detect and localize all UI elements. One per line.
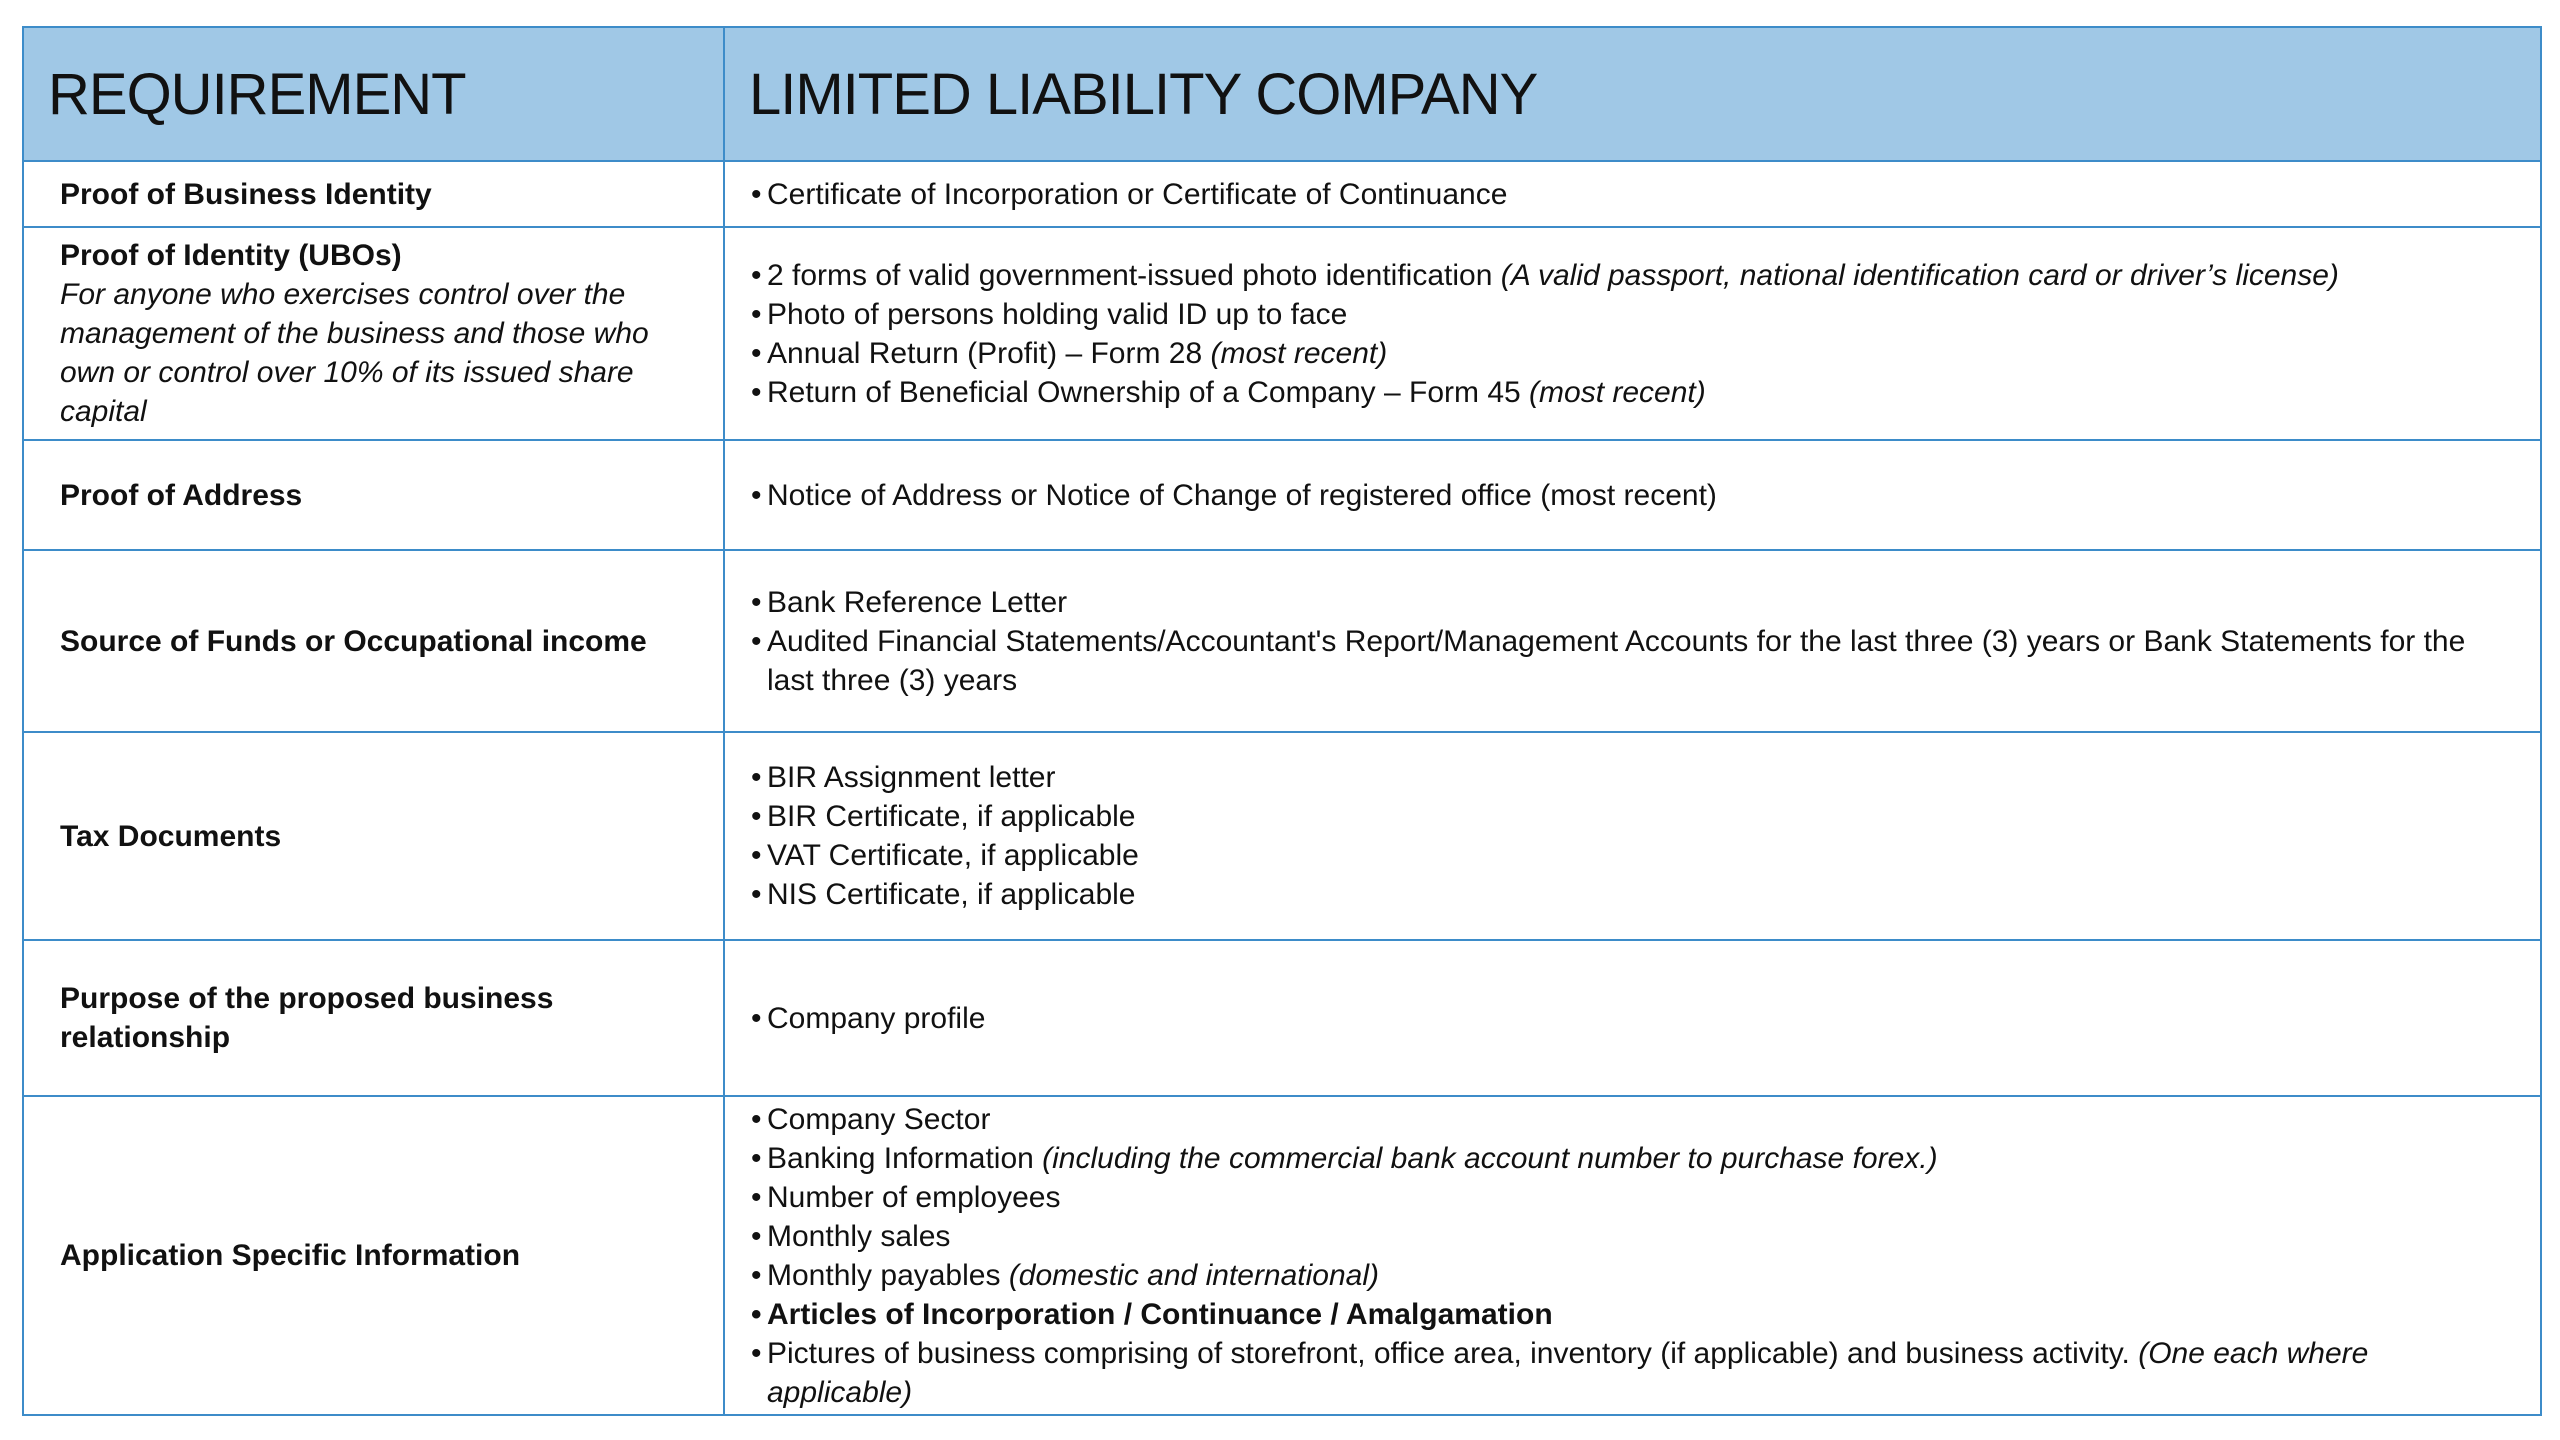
table-header-row xyxy=(23,27,2541,161)
list-item xyxy=(751,1256,2514,1295)
list-item xyxy=(751,373,2514,412)
document-list xyxy=(751,175,2514,214)
list-item xyxy=(751,875,2514,914)
document-list xyxy=(751,999,2514,1038)
item-text: VAT Certificate, if applicable xyxy=(767,839,1139,872)
requirement-cell xyxy=(23,161,724,227)
document-list xyxy=(751,476,2514,515)
document-list xyxy=(751,1100,2514,1412)
item-text: Number of employees xyxy=(767,1180,1061,1214)
documents-cell xyxy=(724,227,2541,440)
item-text: Audited Financial Statements/Accountant's Report/Management Accounts for the last three (3) years or Bank Statements for the last three (3) years xyxy=(767,624,2466,697)
item-text: BIR Certificate, if applicable xyxy=(767,800,1136,833)
list-item xyxy=(751,1139,2514,1178)
item-note: (including the commercial bank account number to purchase forex.) xyxy=(1042,1141,1938,1175)
requirement-cell xyxy=(23,940,724,1096)
table-row xyxy=(23,227,2541,440)
item-note: (most recent) xyxy=(1529,375,1706,409)
item-note: (One each where applicable) xyxy=(767,1336,2369,1409)
item-text: Bank Reference Letter xyxy=(767,585,1068,619)
requirement-title: Application Specific Information xyxy=(60,1239,521,1272)
list-item xyxy=(751,1100,2514,1139)
list-item xyxy=(751,1178,2514,1217)
item-text: BIR Assignment letter xyxy=(767,761,1056,794)
list-item xyxy=(751,175,2514,214)
list-item xyxy=(751,583,2514,622)
requirement-title: Proof of Address xyxy=(60,478,303,512)
requirement-cell xyxy=(23,1096,724,1415)
requirement-note: For anyone who exercises control over the management of the business and those who own or control over 10% of its issued share capital xyxy=(60,278,649,428)
requirement-cell xyxy=(23,440,724,550)
documents-cell xyxy=(724,1096,2541,1415)
header-requirement: REQUIREMENT xyxy=(23,27,724,161)
requirement-cell xyxy=(23,732,724,940)
table-row xyxy=(23,161,2541,227)
documents-cell xyxy=(724,732,2541,940)
item-text: Annual Return (Profit) – Form 28 xyxy=(767,336,1211,370)
item-text: Notice of Address or Notice of Change of registered office (most recent) xyxy=(767,478,1717,512)
item-text: Pictures of business comprising of storefront, office area, inventory (if applicable) and business activity. xyxy=(767,1336,2139,1370)
table-row xyxy=(23,732,2541,940)
header-limited-liability-company: LIMITED LIABILITY COMPANY xyxy=(724,27,2541,161)
requirement-title: Source of Funds or Occupational income xyxy=(60,624,647,658)
list-item xyxy=(751,295,2514,334)
list-item xyxy=(751,622,2514,700)
document-list xyxy=(751,583,2514,700)
documents-cell xyxy=(724,161,2541,227)
item-text: Certificate of Incorporation or Certificate of Continuance xyxy=(767,177,1508,211)
item-text: Monthly sales xyxy=(767,1219,951,1253)
documents-cell xyxy=(724,940,2541,1096)
item-text: 2 forms of valid government-issued photo identification xyxy=(767,258,1501,292)
requirement-title: Tax Documents xyxy=(60,819,282,853)
list-item xyxy=(751,1334,2514,1412)
requirement-cell xyxy=(23,227,724,440)
table-row xyxy=(23,1096,2541,1415)
requirement-title: Purpose of the proposed business relationship xyxy=(60,982,554,1054)
documents-cell xyxy=(724,440,2541,550)
list-item xyxy=(751,256,2514,295)
list-item xyxy=(751,836,2514,875)
item-text: Return of Beneficial Ownership of a Company – Form 45 xyxy=(767,375,1530,409)
requirement-title: Proof of Business Identity xyxy=(60,177,432,211)
list-item xyxy=(751,1295,2514,1334)
table-row xyxy=(23,550,2541,732)
table-row xyxy=(23,940,2541,1096)
list-item xyxy=(751,758,2514,797)
item-text: Photo of persons holding valid ID up to face xyxy=(767,297,1348,331)
requirements-table xyxy=(22,26,2542,1416)
list-item xyxy=(751,999,2514,1038)
list-item xyxy=(751,1217,2514,1256)
item-text: Articles of Incorporation / Continuance / Amalgamation xyxy=(767,1297,1553,1331)
document-list xyxy=(751,256,2514,412)
item-note: (domestic and international) xyxy=(1008,1258,1380,1292)
table-row xyxy=(23,440,2541,550)
item-note: (A valid passport, national identification card or driver’s license) xyxy=(1500,258,2339,292)
document-list xyxy=(751,758,2514,914)
documents-cell xyxy=(724,550,2541,732)
item-text: Company Sector xyxy=(767,1102,991,1136)
requirements-table-container xyxy=(22,26,2540,1414)
item-text: Banking Information xyxy=(767,1141,1043,1175)
list-item xyxy=(751,334,2514,373)
item-note: (most recent) xyxy=(1210,336,1388,370)
item-text: Company profile xyxy=(767,1001,986,1035)
list-item xyxy=(751,797,2514,836)
requirement-cell xyxy=(23,550,724,732)
item-text: NIS Certificate, if applicable xyxy=(767,878,1136,911)
item-text: Monthly payables xyxy=(767,1258,1009,1292)
list-item xyxy=(751,476,2514,515)
requirement-title: Proof of Identity (UBOs) xyxy=(60,239,402,272)
